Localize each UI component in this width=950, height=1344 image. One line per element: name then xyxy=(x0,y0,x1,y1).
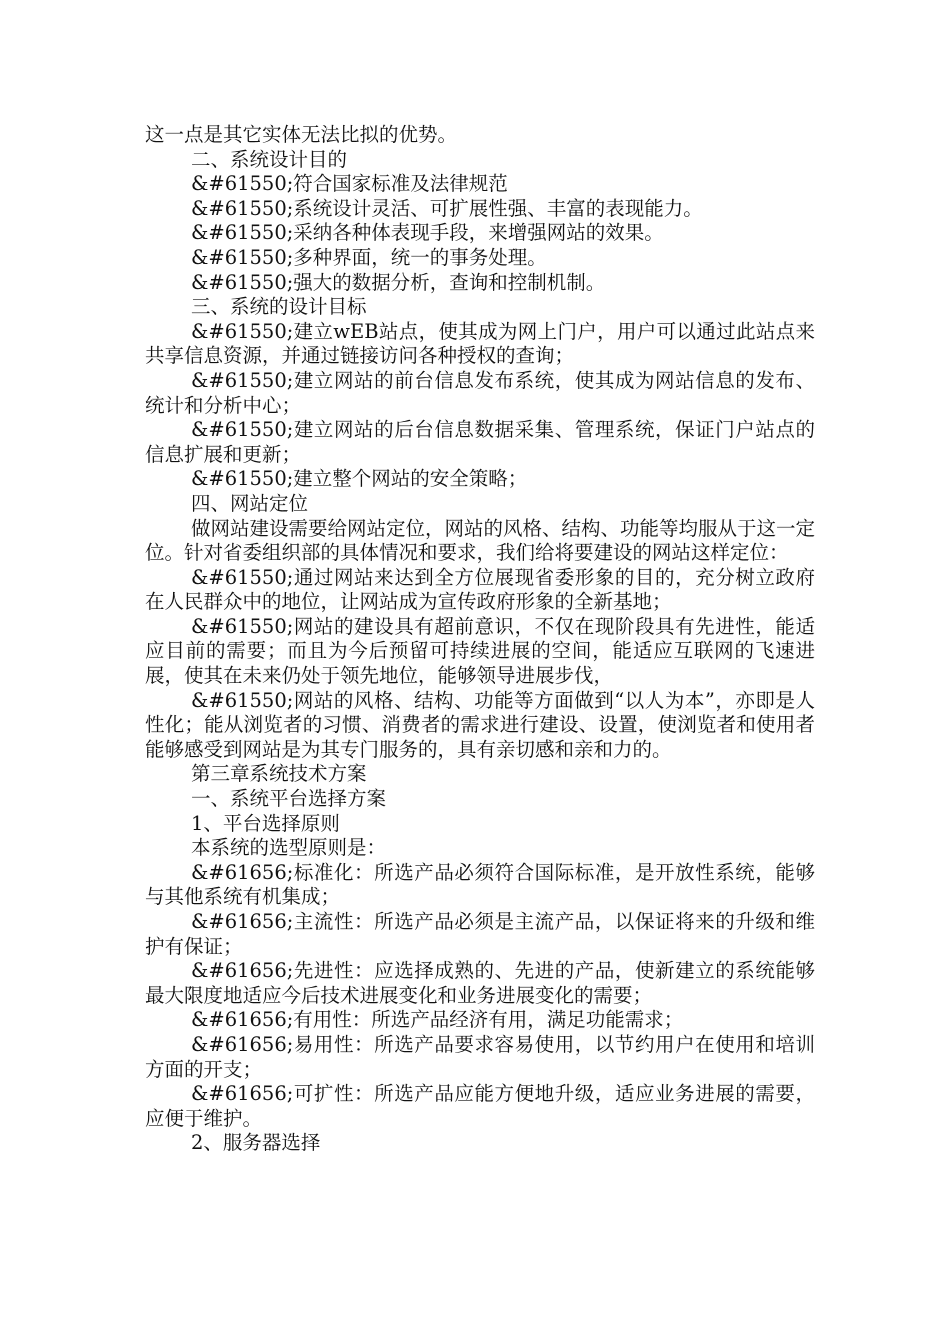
paragraph-positioning: 做网站建设需要给网站定位，网站的风格、结构、功能等均服从于这一定位。针对省委组织部的具体情况和要求，我们给将要建设的网站这样定位： xyxy=(145,516,816,565)
bullet-extensibility: &#61656;可扩性：所选产品应能方便地升级，适应业务进展的需要，应便于维护。 xyxy=(145,1082,815,1130)
bullet-standards: &#61550;符合国家标准及法律规范 xyxy=(191,172,508,196)
section-heading-design-goals: 三、系统的设计目标 xyxy=(191,295,367,319)
section-heading-design-purpose: 二、系统设计目的 xyxy=(191,147,348,171)
section-heading-platform: 一、系统平台选择方案 xyxy=(191,787,387,811)
bullet-back-end-system: &#61550;建立网站的后台信息数据采集、管理系统，保证门户站点的信息扩展和更新； xyxy=(145,418,815,466)
bullet-interfaces: &#61550;多种界面，统一的事务处理。 xyxy=(191,245,547,269)
document-body xyxy=(145,123,815,1156)
bullet-people-oriented: &#61550;网站的风格、结构、功能等方面做到“以人为本”，亦即是人性化；能从浏览者的习惯、消费者的需求进行建设、设置，使浏览者和使用者能够感受到网站是为其专门服务的，具有亲切感和亲和力的。 xyxy=(145,688,815,761)
bullet-mainstream: &#61656;主流性：所选产品必须是主流产品，以保证将来的升级和维护有保证； xyxy=(145,910,815,958)
bullet-forward-looking: &#61550;网站的建设具有超前意识，不仅在现阶段具有先进性，能适应目前的需要；而且为今后预留可持续进展的空间，能适应互联网的飞速进展，使其在未来仍处于领先地位，能够领导进展步伐， xyxy=(145,614,815,688)
bullet-security-strategy: &#61550;建立整个网站的安全策略； xyxy=(191,467,528,491)
bullet-usefulness: &#61656;有用性：所选产品经济有用，满足功能需求； xyxy=(191,1008,684,1032)
subsection-heading-principles: 1、平台选择原则 xyxy=(191,811,340,835)
paragraph-principles-intro: 本系统的选型原则是： xyxy=(191,836,387,860)
bullet-media-means: &#61550;采纳各种体表现手段，来增强网站的效果。 xyxy=(191,221,664,245)
bullet-web-site: &#61550;建立wEB站点，使其成为网上门户，用户可以通过此站点来共享信息资源，并通过链接访问各种授权的查询； xyxy=(145,319,815,368)
chapter-heading-tech-plan: 第三章系统技术方案 xyxy=(191,762,367,786)
bullet-front-end-system: &#61550;建立网站的前台信息发布系统，使其成为网站信息的发布、统计和分析中心； xyxy=(145,368,815,417)
section-heading-positioning: 四、网站定位 xyxy=(191,491,309,515)
bullet-data-analysis: &#61550;强大的数据分析，查询和控制机制。 xyxy=(191,270,606,294)
paragraph-advantage-line: 这一点是其它实体无法比拟的优势。 xyxy=(145,123,458,146)
subsection-heading-server: 2、服务器选择 xyxy=(191,1131,321,1155)
bullet-advanced: &#61656;先进性：应选择成熟的、先进的产品，使新建立的系统能够最大限度地适应今后技术进展变化和业务进展变化的需要； xyxy=(145,959,815,1007)
bullet-image-display: &#61550;通过网站来达到全方位展现省委形象的目的，充分树立政府在人民群众中的地位，让网站成为宣传政府形象的全新基地； xyxy=(145,565,815,614)
bullet-standardization: &#61656;标准化：所选产品必须符合国际标准，是开放性系统，能够与其他系统有机集成； xyxy=(145,860,815,909)
bullet-flexible-design: &#61550;系统设计灵活、可扩展性强、丰富的表现能力。 xyxy=(191,196,703,220)
bullet-ease-of-use: &#61656;易用性：所选产品要求容易使用，以节约用户在使用和培训方面的开支； xyxy=(145,1032,815,1081)
